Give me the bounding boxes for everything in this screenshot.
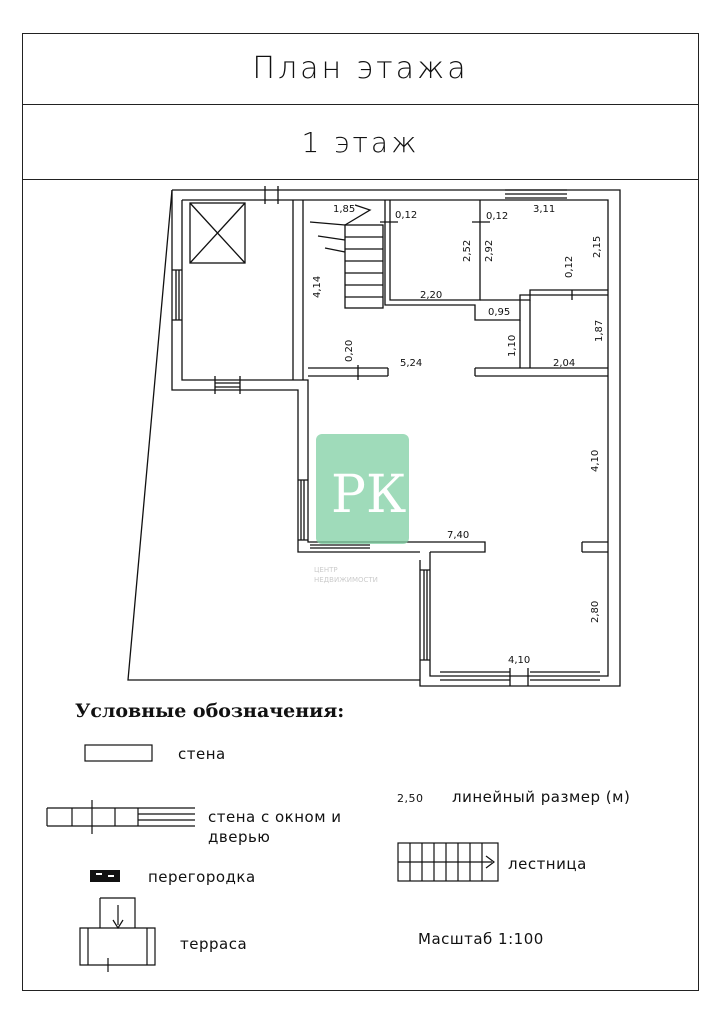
legend-size-example: 2,50 [397, 792, 424, 805]
legend-terrace-symbol [80, 898, 155, 972]
dim-label: 7,40 [447, 530, 470, 541]
watermark-line-1: ЦЕНТР [314, 566, 338, 574]
window-bottom-left [310, 545, 370, 548]
legend-stairs-label: лестница [508, 855, 587, 873]
legend-size-label: линейный размер (м) [452, 788, 631, 806]
window-middle [298, 480, 308, 540]
dim-label: 2,15 [592, 235, 603, 258]
legend-wall-label: стена [178, 745, 226, 763]
partition-right-low [582, 542, 608, 552]
dim-label: 5,24 [400, 358, 423, 369]
window-left [172, 270, 182, 320]
dim-label: 2,92 [484, 239, 495, 262]
dim-label: 2,52 [462, 239, 473, 262]
legend-wall-symbol [85, 745, 152, 761]
scale-label: Масштаб 1:100 [418, 930, 544, 948]
partition-right [475, 368, 608, 376]
dim-label: 4,10 [590, 449, 601, 472]
legend-terrace-label: терраса [180, 935, 248, 953]
watermark-line-2: НЕДВИЖИМОСТИ [314, 576, 378, 584]
watermark-logo-letters: РК [331, 465, 407, 525]
dim-label: 2,20 [420, 290, 443, 301]
dim-label: 2,80 [590, 600, 601, 623]
dim-label: 0,20 [344, 339, 355, 362]
door-bottom [510, 668, 528, 686]
window-top-left [265, 186, 278, 204]
dim-label: 0,12 [564, 255, 575, 278]
dim-label: 4,14 [312, 275, 323, 298]
legend-wall-window-door-label-2: дверью [208, 828, 271, 846]
floor-title: 1 этаж [22, 105, 699, 180]
dim-label: 3,11 [533, 204, 556, 215]
legend-partition-label: перегородка [148, 868, 256, 886]
dim-label: 1,85 [333, 204, 356, 215]
legend-wall-window-door-label-1: стена с окном и [208, 808, 342, 826]
partition-hall [308, 368, 388, 376]
legend-heading: Условные обозначения: [75, 700, 345, 722]
partition-middle [430, 542, 485, 552]
legend-partition-symbol [90, 870, 120, 882]
watermark-logo [314, 434, 409, 584]
dim-label: 4,10 [508, 655, 531, 666]
dim-label: 1,10 [507, 334, 518, 357]
legend-window-door-symbol [47, 800, 195, 834]
dim-label: 0,12 [486, 211, 509, 222]
window-top-right [505, 190, 567, 198]
plan-title: План этажа [22, 33, 699, 105]
window-terrace [420, 570, 430, 660]
dim-label: 0,95 [488, 307, 511, 318]
dim-label: 2,04 [553, 358, 576, 369]
dim-label: 1,87 [594, 319, 605, 342]
window-left-room-bottom [215, 376, 240, 394]
dim-label: 0,12 [395, 210, 418, 221]
